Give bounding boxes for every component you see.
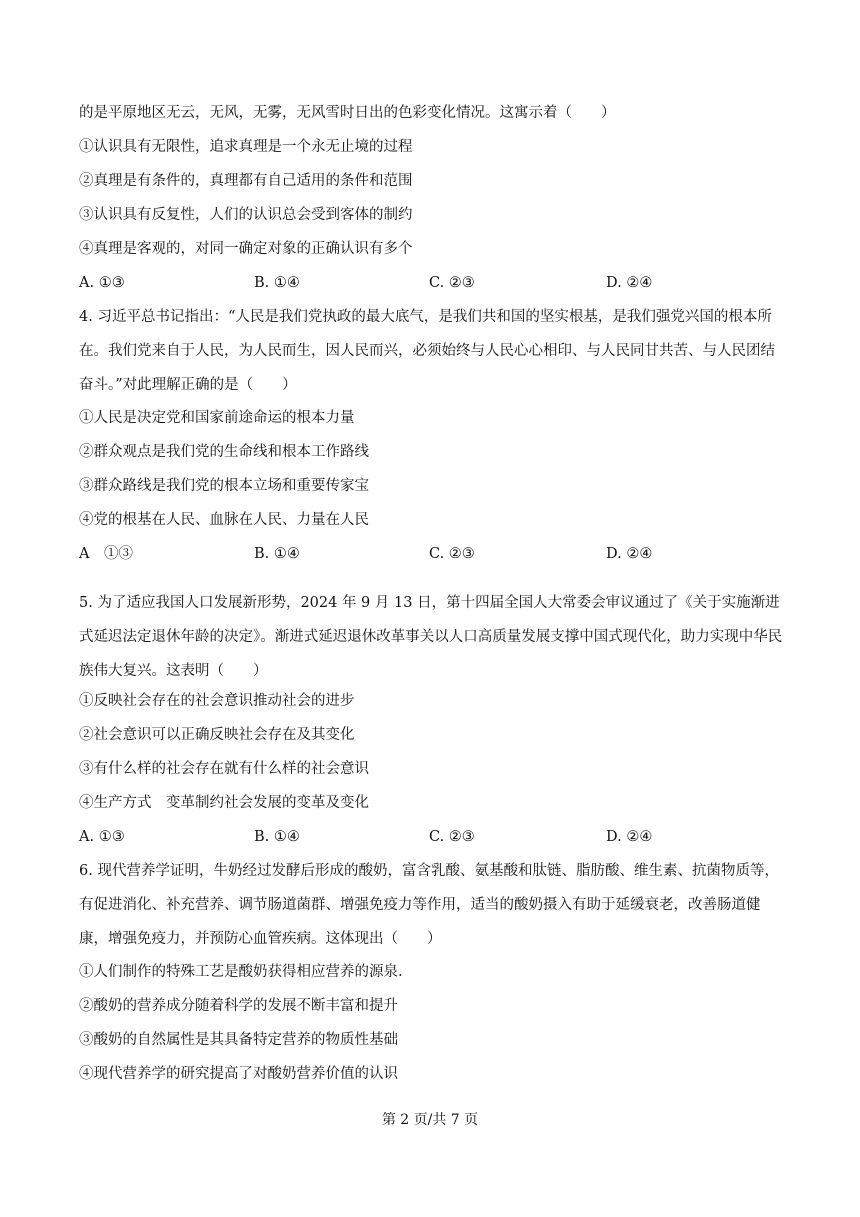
q3-option-a: A. ①③ (79, 275, 125, 291)
q4-option-b: B. ①④ (254, 546, 300, 562)
q5-statement-1: ①反映社会存在的社会意识推动社会的进步 (79, 693, 355, 709)
q4-statement-1: ①人民是决定党和国家前途命运的根本力量 (79, 410, 355, 426)
q4-statement-3: ③群众路线是我们党的根本立场和重要传家宝 (79, 478, 369, 494)
q3-statement-2: ②真理是有条件的，真理都有自己适用的条件和范围 (79, 173, 413, 189)
q5-option-d: D. ②④ (606, 829, 653, 845)
q5-statement-2: ②社会意识可以正确反映社会存在及其变化 (79, 727, 355, 743)
q4-options (79, 544, 789, 564)
q5-statement-4: ④生产方式 变革制约社会发展的变革及变化 (79, 795, 369, 811)
q5-statement-3: ③有什么样的社会存在就有什么样的社会意识 (79, 761, 369, 777)
question-3-stem-continuation: 的是平原地区无云，无风，无雾，无风雪时日出的色彩变化情况。这寓示着（ ） (79, 105, 616, 121)
q4-option-d: D. ②④ (606, 546, 653, 562)
q5-options (79, 827, 789, 847)
q3-option-b: B. ①④ (254, 275, 300, 291)
q3-option-c: C. ②③ (429, 275, 475, 291)
q6-statement-1: ①人们制作的特殊工艺是酸奶获得相应营养的源泉. (79, 964, 403, 980)
q5-option-a: A. ①③ (79, 829, 125, 845)
question-4-stem: 4. 习近平总书记指出：“人民是我们党执政的最大底气，是我们共和国的坚实根基，是我们强党兴国的根本所在。我们党来自于人民，为人民而生，因人民而兴，必须始终与人民心心相印、与人民同甘共苦、与人民团结奋斗。”对此理解正确的是（ ） (79, 309, 775, 393)
page-number-footer: 第 2 页/共 7 页 (381, 1112, 479, 1128)
q5-option-c: C. ②③ (429, 829, 475, 845)
q4-option-a: A ①③ (79, 546, 133, 562)
q4-statement-2: ②群众观点是我们党的生命线和根本工作路线 (79, 444, 369, 460)
q3-statement-4: ④真理是客观的，对同一确定对象的正确认识有多个 (79, 241, 413, 257)
q4-option-c: C. ②③ (429, 546, 475, 562)
q6-statement-4: ④现代营养学的研究提高了对酸奶营养价值的认识 (79, 1066, 398, 1082)
q3-statement-1: ①认识具有无限性，追求真理是一个永无止境的过程 (79, 139, 413, 155)
question-5-stem: 5. 为了适应我国人口发展新形势，2024 年 9 月 13 日，第十四届全国人大常委会审议通过了《关于实施渐进式延迟法定退休年龄的决定》。渐进式延迟退休改革事关以人口高质量发展支撑中国式现代化，助力实现中华民族伟大复兴。这表明（ ） (79, 595, 783, 679)
q4-statement-4: ④党的根基在人民、血脉在人民、力量在人民 (79, 512, 369, 528)
q3-options (79, 273, 789, 293)
q6-statement-2: ②酸奶的营养成分随着科学的发展不断丰富和提升 (79, 998, 398, 1014)
q6-statement-3: ③酸奶的自然属性是其具备特定营养的物质性基础 (79, 1032, 398, 1048)
q5-option-b: B. ①④ (254, 829, 300, 845)
q3-statement-3: ③认识具有反复性，人们的认识总会受到客体的制约 (79, 207, 413, 223)
q3-option-d: D. ②④ (606, 275, 653, 291)
question-6-stem: 6. 现代营养学证明，牛奶经过发酵后形成的酸奶，富含乳酸、氨基酸和肽链、脂肪酸、维生素、抗菌物质等，有促进消化、补充营养、调节肠道菌群、增强免疫力等作用，适当的酸奶摄入有助于延缓衰老，改善肠道健康，增强免疫力，并预防心血管疾病。这体现出（ ） (79, 863, 779, 947)
